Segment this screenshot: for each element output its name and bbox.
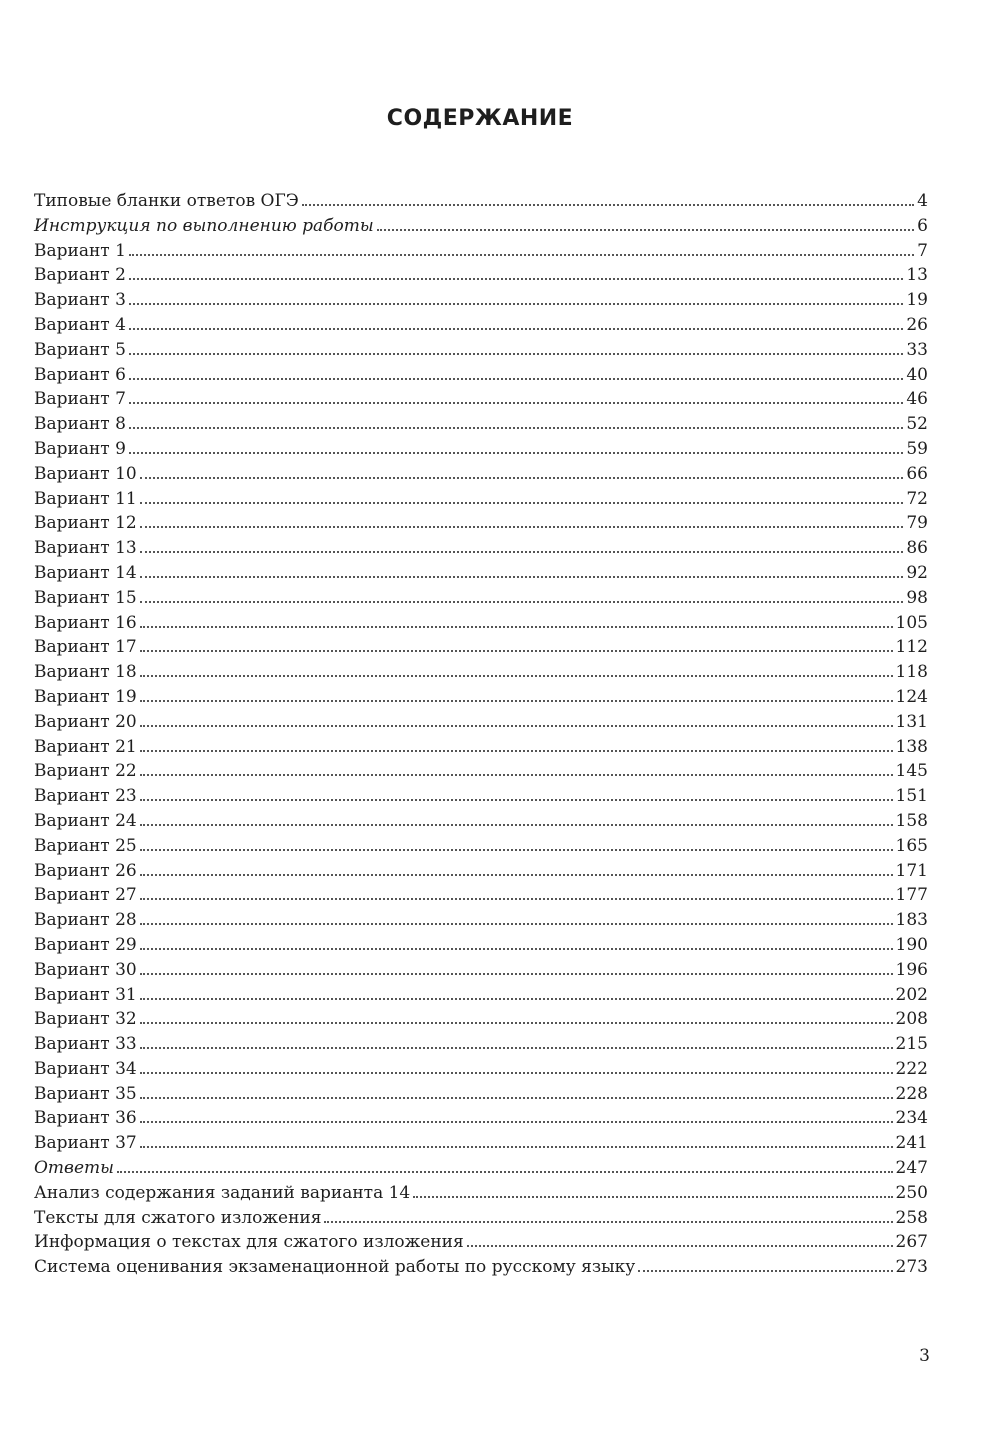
toc-entry-page: 247 [895,1158,928,1179]
toc-entry-label: Вариант 31 [34,984,137,1005]
toc-entry-page: 92 [906,562,928,583]
toc-entry-page: 4 [917,191,928,211]
dot-leader [467,1245,893,1247]
toc-entry[interactable] [34,288,928,313]
dot-leader [140,675,893,677]
toc-entry-page: 267 [895,1232,928,1253]
toc-entry-page: 273 [895,1257,928,1278]
toc-entry-label: Вариант 35 [34,1083,137,1104]
dot-leader [140,774,893,776]
toc-entry[interactable] [34,189,928,214]
toc-entry-label: Вариант 2 [34,265,126,286]
toc-entry-label: Вариант 29 [34,934,137,955]
page-number: 3 [919,1346,930,1366]
toc-entry-label: Вариант 13 [34,538,137,559]
toc-entry[interactable] [34,338,928,363]
toc-entry-label: Вариант 34 [34,1058,137,1079]
toc-entry-label: Вариант 22 [34,761,137,782]
toc-entry-page: 86 [906,538,928,559]
toc-entry-page: 190 [895,934,928,955]
dot-leader [140,1047,893,1049]
toc-entry-label: Вариант 4 [34,314,126,335]
dot-leader [117,1171,893,1173]
toc-entry-page: 158 [895,810,928,831]
dot-leader [140,923,893,925]
toc-entry-label: Вариант 10 [34,463,137,484]
dot-leader [129,452,903,454]
dot-leader [140,1146,893,1148]
toc-entry-label: Типовые бланки ответов ОГЭ [34,191,299,211]
toc-entry-page: 177 [895,885,928,906]
toc-entry[interactable] [34,983,928,1008]
toc-entry-page: 165 [895,835,928,856]
toc-entry[interactable] [34,437,928,462]
toc-entry[interactable] [34,487,928,512]
toc-entry-label: Вариант 5 [34,339,126,360]
toc-entry-page: 208 [895,1009,928,1030]
dot-leader [140,700,893,702]
dot-leader [140,874,893,876]
toc-entry[interactable] [34,214,928,239]
toc-entry[interactable] [34,511,928,536]
dot-leader [140,650,893,652]
toc-entry[interactable] [34,536,928,561]
toc-entry[interactable] [34,735,928,760]
dot-leader [140,948,893,950]
toc-entry-label: Вариант 25 [34,835,137,856]
toc-entry-page: 171 [895,860,928,881]
toc-entry[interactable] [34,908,928,933]
toc-entry-label: Вариант 32 [34,1009,137,1030]
toc-entry-page: 222 [895,1058,928,1079]
toc-entry-label: Вариант 33 [34,1034,137,1055]
toc-entry-page: 40 [906,364,928,385]
dot-leader [140,1097,893,1099]
toc-entry-page: 196 [895,959,928,980]
toc-entry[interactable] [34,1230,928,1255]
toc-entry-page: 46 [906,389,928,410]
toc-entry[interactable] [34,586,928,611]
toc-entry-label: Вариант 30 [34,959,137,980]
toc-entry-label: Вариант 9 [34,438,126,459]
toc-entry-page: 66 [906,463,928,484]
toc-entry-label: Вариант 14 [34,562,137,583]
toc-entry-page: 145 [895,761,928,782]
dot-leader [129,303,903,305]
dot-leader [129,353,903,355]
toc-entry-page: 98 [906,587,928,608]
dot-leader [413,1196,892,1198]
toc-entry[interactable] [34,784,928,809]
dot-leader [140,1121,893,1123]
toc-entry-label: Вариант 19 [34,686,137,707]
dot-leader [129,378,903,380]
toc-entry-label: Анализ содержания заданий варианта 14 [34,1182,411,1203]
dot-leader [129,427,903,429]
dot-leader [129,254,914,256]
toc-entry-label: Вариант 26 [34,860,137,881]
toc-entry-page: 183 [895,910,928,931]
toc-entry-page: 228 [895,1083,928,1104]
dot-leader [140,1022,893,1024]
dot-leader [129,328,903,330]
dot-leader [129,402,903,404]
toc-entry[interactable] [34,859,928,884]
toc-entry[interactable] [34,239,928,264]
toc-entry-page: 112 [895,637,928,658]
toc-entry-page: 6 [917,215,928,236]
toc-entry-page: 13 [906,265,928,286]
dot-leader [140,576,904,578]
toc-entry[interactable] [34,834,928,859]
toc-entry-page: 33 [906,339,928,360]
dot-leader [377,229,914,231]
dot-leader [302,204,914,206]
toc-entry-label: Вариант 18 [34,662,137,683]
toc-entry[interactable] [34,1057,928,1082]
toc-entry-label: Вариант 12 [34,513,137,534]
dot-leader [140,973,893,975]
toc-entry[interactable] [34,1082,928,1107]
toc-entry[interactable] [34,710,928,735]
toc-entry-label: Вариант 16 [34,612,137,633]
dot-leader [140,626,893,628]
toc-entry-page: 215 [895,1034,928,1055]
toc-entry[interactable] [34,412,928,437]
page-title: СОДЕРЖАНИЕ [386,106,574,131]
toc-entry-label: Вариант 21 [34,736,137,757]
toc-entry[interactable] [34,1007,928,1032]
toc-entry[interactable] [34,387,928,412]
toc-entry-label: Инструкция по выполнению работы [34,215,374,236]
toc-entry-label: Вариант 17 [34,637,137,658]
toc-entry-page: 124 [895,686,928,707]
toc-entry-page: 118 [895,662,928,683]
dot-leader [140,502,904,504]
toc-entry-label: Вариант 20 [34,711,137,732]
toc-entry-page: 250 [895,1182,928,1203]
toc-entry[interactable] [34,958,928,983]
toc-entry[interactable] [34,313,928,338]
dot-leader [140,1072,893,1074]
toc-entry-page: 79 [906,513,928,534]
dot-leader [638,1270,892,1272]
toc-entry-page: 258 [895,1207,928,1228]
toc-entry[interactable] [34,1156,928,1181]
dot-leader [140,849,893,851]
toc-entry-page: 241 [895,1133,928,1154]
dot-leader [140,725,893,727]
toc-entry[interactable] [34,1032,928,1057]
dot-leader [140,526,904,528]
dot-leader [129,278,903,280]
toc-entry-label: Вариант 3 [34,290,126,311]
toc-entry[interactable] [34,759,928,784]
toc-entry-page: 7 [917,240,928,261]
toc-entry-page: 151 [895,786,928,807]
dot-leader [140,477,904,479]
toc-entry-label: Вариант 23 [34,786,137,807]
toc-entry[interactable] [34,1181,928,1206]
toc-entry-label: Вариант 11 [34,488,137,509]
toc-entry-page: 202 [895,984,928,1005]
toc-entry-label: Ответы [34,1158,114,1179]
toc-entry[interactable] [34,1206,928,1231]
toc-entry-label: Вариант 28 [34,910,137,931]
toc-entry[interactable] [34,635,928,660]
dot-leader [140,824,893,826]
toc-entry[interactable] [34,462,928,487]
toc-entry[interactable] [34,685,928,710]
toc-entry-page: 72 [906,488,928,509]
toc-entry-label: Вариант 6 [34,364,126,385]
toc-entry-label: Система оценивания экзаменационной работы по русскому языку [34,1257,636,1278]
toc-entry-label: Вариант 1 [34,240,126,261]
toc-entry-label: Вариант 7 [34,389,126,410]
toc-entry-page: 138 [895,736,928,757]
toc-entry[interactable] [34,363,928,388]
toc-entry[interactable] [34,263,928,288]
toc-entry-label: Вариант 36 [34,1108,137,1129]
dot-leader [140,799,893,801]
toc-entry[interactable] [34,660,928,685]
toc-entry-label: Тексты для сжатого изложения [34,1207,322,1228]
toc-entry-label: Вариант 8 [34,414,126,435]
toc-entry-page: 131 [895,711,928,732]
toc-entry-label: Вариант 27 [34,885,137,906]
toc-entry-label: Информация о текстах для сжатого изложения [34,1232,464,1253]
toc-entry[interactable] [34,1255,928,1280]
dot-leader [140,601,904,603]
toc-entry[interactable] [34,809,928,834]
toc-entry[interactable] [34,1131,928,1156]
toc-entry[interactable] [34,611,928,636]
table-of-contents [34,189,928,1280]
toc-entry-page: 59 [906,438,928,459]
toc-entry-page: 19 [906,290,928,311]
toc-entry-page: 52 [906,414,928,435]
dot-leader [140,750,893,752]
toc-entry-page: 234 [895,1108,928,1129]
toc-entry[interactable] [34,933,928,958]
dot-leader [140,898,893,900]
toc-entry-page: 105 [895,612,928,633]
toc-entry[interactable] [34,883,928,908]
toc-entry-label: Вариант 24 [34,810,137,831]
dot-leader [140,998,893,1000]
toc-entry-label: Вариант 37 [34,1133,137,1154]
toc-entry[interactable] [34,561,928,586]
toc-entry-label: Вариант 15 [34,587,137,608]
dot-leader [140,551,904,553]
toc-entry[interactable] [34,1106,928,1131]
dot-leader [324,1221,892,1223]
toc-entry-page: 26 [906,314,928,335]
